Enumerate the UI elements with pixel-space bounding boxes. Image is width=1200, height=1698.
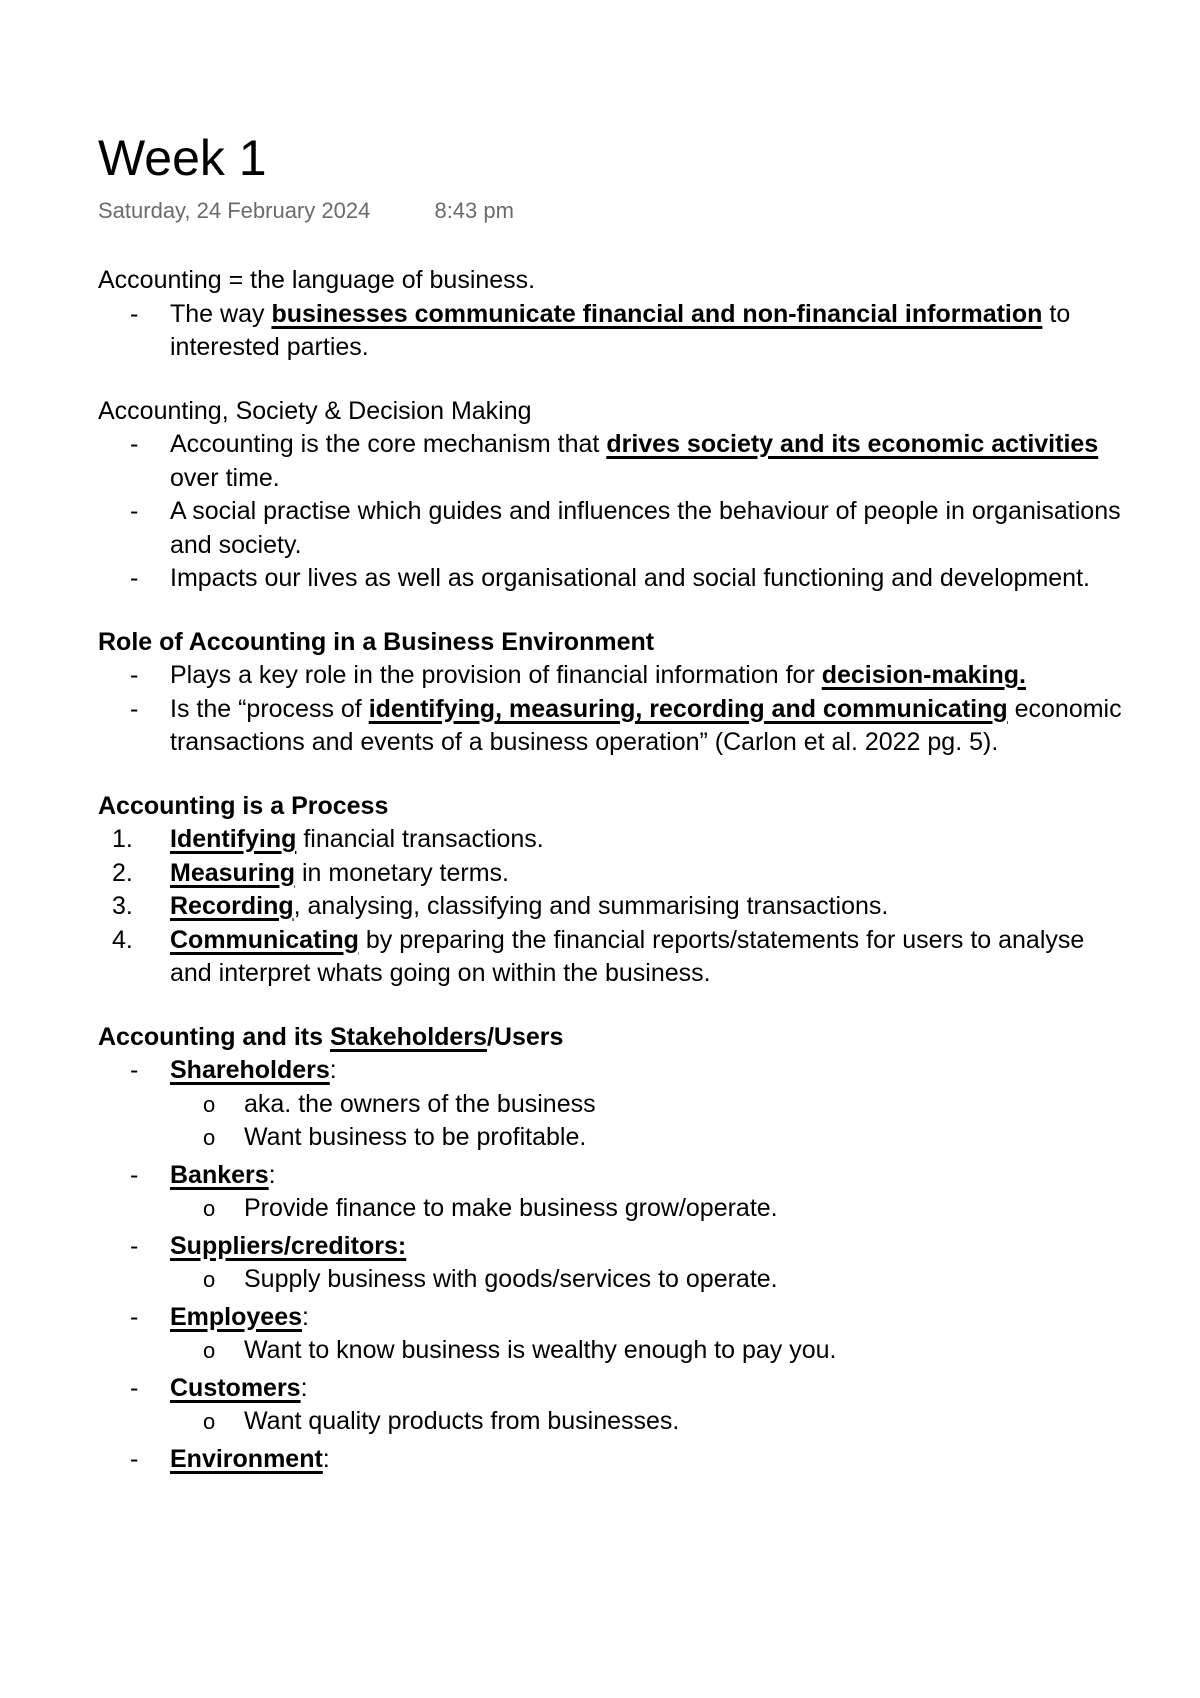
stakeholder-item	[98, 1159, 1128, 1193]
list-item	[98, 428, 1128, 495]
note-page	[98, 128, 1128, 1476]
list-item	[98, 562, 1128, 596]
intro-line: Accounting = the language of business.	[98, 266, 536, 294]
circle-marker: o	[203, 1267, 216, 1292]
stakeholder-item	[98, 1054, 1128, 1088]
section-heading	[98, 790, 1128, 824]
sub-item	[98, 1334, 1128, 1368]
section-society-decision-making	[98, 395, 1128, 596]
text: :	[268, 1160, 276, 1189]
text: aka. the owners of the business	[244, 1089, 596, 1118]
note-timestamp	[98, 196, 1128, 226]
text: Want business to be profitable.	[244, 1123, 587, 1151]
number-marker: 2.	[112, 858, 133, 887]
dash-marker: -	[130, 1373, 139, 1402]
heading-text: /Users	[486, 1022, 564, 1051]
text: by preparing the financial reports/statements for users to analyse and interpret whats going on within the business.	[170, 925, 1085, 987]
emphasis-text: Communicating	[170, 925, 359, 954]
stakeholder-name: Shareholders	[170, 1056, 330, 1084]
heading-text: Accounting is a Process	[98, 791, 389, 820]
stakeholder-item	[98, 1443, 1128, 1477]
list-item	[98, 495, 1128, 562]
sub-item	[98, 1121, 1128, 1155]
page-title: Week 1	[98, 130, 267, 186]
emphasis-text: identifying, measuring, recording and communicating	[368, 694, 1008, 723]
section-heading: Accounting, Society & Decision Making	[98, 396, 532, 425]
stakeholder-name: Employees	[170, 1302, 303, 1331]
text: Provide finance to make business grow/operate.	[244, 1194, 778, 1222]
dash-marker: -	[130, 497, 139, 525]
emphasis-text: Stakeholders	[329, 1022, 487, 1051]
dash-marker: -	[130, 564, 139, 592]
emphasis-text: drives society and its economic activities	[606, 430, 1099, 458]
note-time: 8:43 pm	[434, 198, 514, 223]
stakeholder-list	[98, 1054, 1128, 1476]
text: economic transactions and events of a business operation” (Carlon et al. 2022 pg. 5).	[170, 694, 1122, 756]
text: , analysing, classifying and summarising transactions.	[293, 892, 889, 920]
emphasis-text: Recording	[170, 892, 294, 920]
circle-marker: o	[203, 1091, 216, 1117]
dash-marker: -	[130, 1444, 139, 1473]
text: :	[300, 1373, 308, 1402]
text: A social practise which guides and influences the behaviour of people in organisations and society.	[170, 497, 1121, 559]
text: The way	[170, 299, 272, 328]
dash-marker: -	[130, 1302, 139, 1331]
dash-marker: -	[130, 1056, 139, 1084]
section-stakeholders	[98, 1021, 1128, 1477]
text: financial transactions.	[296, 825, 544, 853]
text: over time.	[170, 463, 280, 492]
list-item	[98, 298, 1128, 365]
numbered-item	[98, 857, 1128, 891]
numbered-item	[98, 890, 1128, 924]
dash-marker: -	[130, 1160, 139, 1189]
section-language-of-business	[98, 264, 1128, 365]
stakeholder-name: Customers	[170, 1373, 301, 1402]
list-item	[98, 693, 1128, 760]
stakeholder-item	[98, 1230, 1128, 1264]
emphasis-text: Measuring	[170, 858, 296, 887]
text: Accounting is the core mechanism that	[170, 430, 607, 458]
section-role-of-accounting	[98, 626, 1128, 760]
dash-marker: -	[130, 661, 139, 689]
numbered-item	[98, 823, 1128, 857]
stakeholder-name: Bankers	[170, 1160, 269, 1189]
sub-item	[98, 1263, 1128, 1297]
text: in monetary terms.	[295, 858, 509, 887]
stakeholder-item	[98, 1301, 1128, 1335]
note-date: Saturday, 24 February 2024	[98, 198, 371, 223]
dash-marker: -	[130, 694, 139, 723]
section-heading	[98, 626, 1128, 660]
section-heading	[98, 1021, 1128, 1055]
list-item	[98, 659, 1128, 693]
text: :	[322, 1444, 330, 1473]
number-marker: 1.	[112, 825, 133, 853]
heading-text: Role of Accounting in a Business Environment	[98, 627, 655, 656]
stakeholder-item	[98, 1372, 1128, 1406]
sub-item	[98, 1192, 1128, 1226]
stakeholder-name: Suppliers/creditors:	[170, 1231, 407, 1260]
dash-marker: -	[130, 430, 139, 458]
text: Want quality products from businesses.	[244, 1407, 680, 1435]
circle-marker: o	[203, 1409, 216, 1434]
heading-text: Accounting and its	[98, 1022, 330, 1051]
text: Want to know business is wealthy enough to pay you.	[244, 1336, 837, 1364]
stakeholder-name: Environment	[170, 1444, 323, 1473]
sub-item	[98, 1405, 1128, 1439]
circle-marker: o	[203, 1338, 216, 1363]
text: Supply business with goods/services to operate.	[244, 1265, 778, 1293]
text: Impacts our lives as well as organisational and social functioning and development.	[170, 564, 1090, 592]
numbered-item	[98, 924, 1128, 991]
circle-marker: o	[203, 1125, 216, 1150]
dash-marker: -	[130, 299, 139, 328]
text: :	[329, 1056, 337, 1084]
emphasis-text: businesses communicate financial and non-financial information	[271, 299, 1043, 328]
number-marker: 4.	[112, 925, 133, 954]
emphasis-text: decision-making.	[821, 661, 1026, 689]
dash-marker: -	[130, 1231, 139, 1260]
text: Plays a key role in the provision of financial information for	[170, 661, 822, 689]
number-marker: 3.	[112, 892, 133, 920]
circle-marker: o	[203, 1196, 216, 1221]
text: to interested parties.	[170, 299, 1071, 361]
emphasis-text: Identifying	[170, 825, 297, 853]
text: :	[302, 1302, 309, 1331]
sub-item	[98, 1088, 1128, 1122]
text: Is the “process of	[170, 694, 369, 723]
section-accounting-process	[98, 790, 1128, 991]
